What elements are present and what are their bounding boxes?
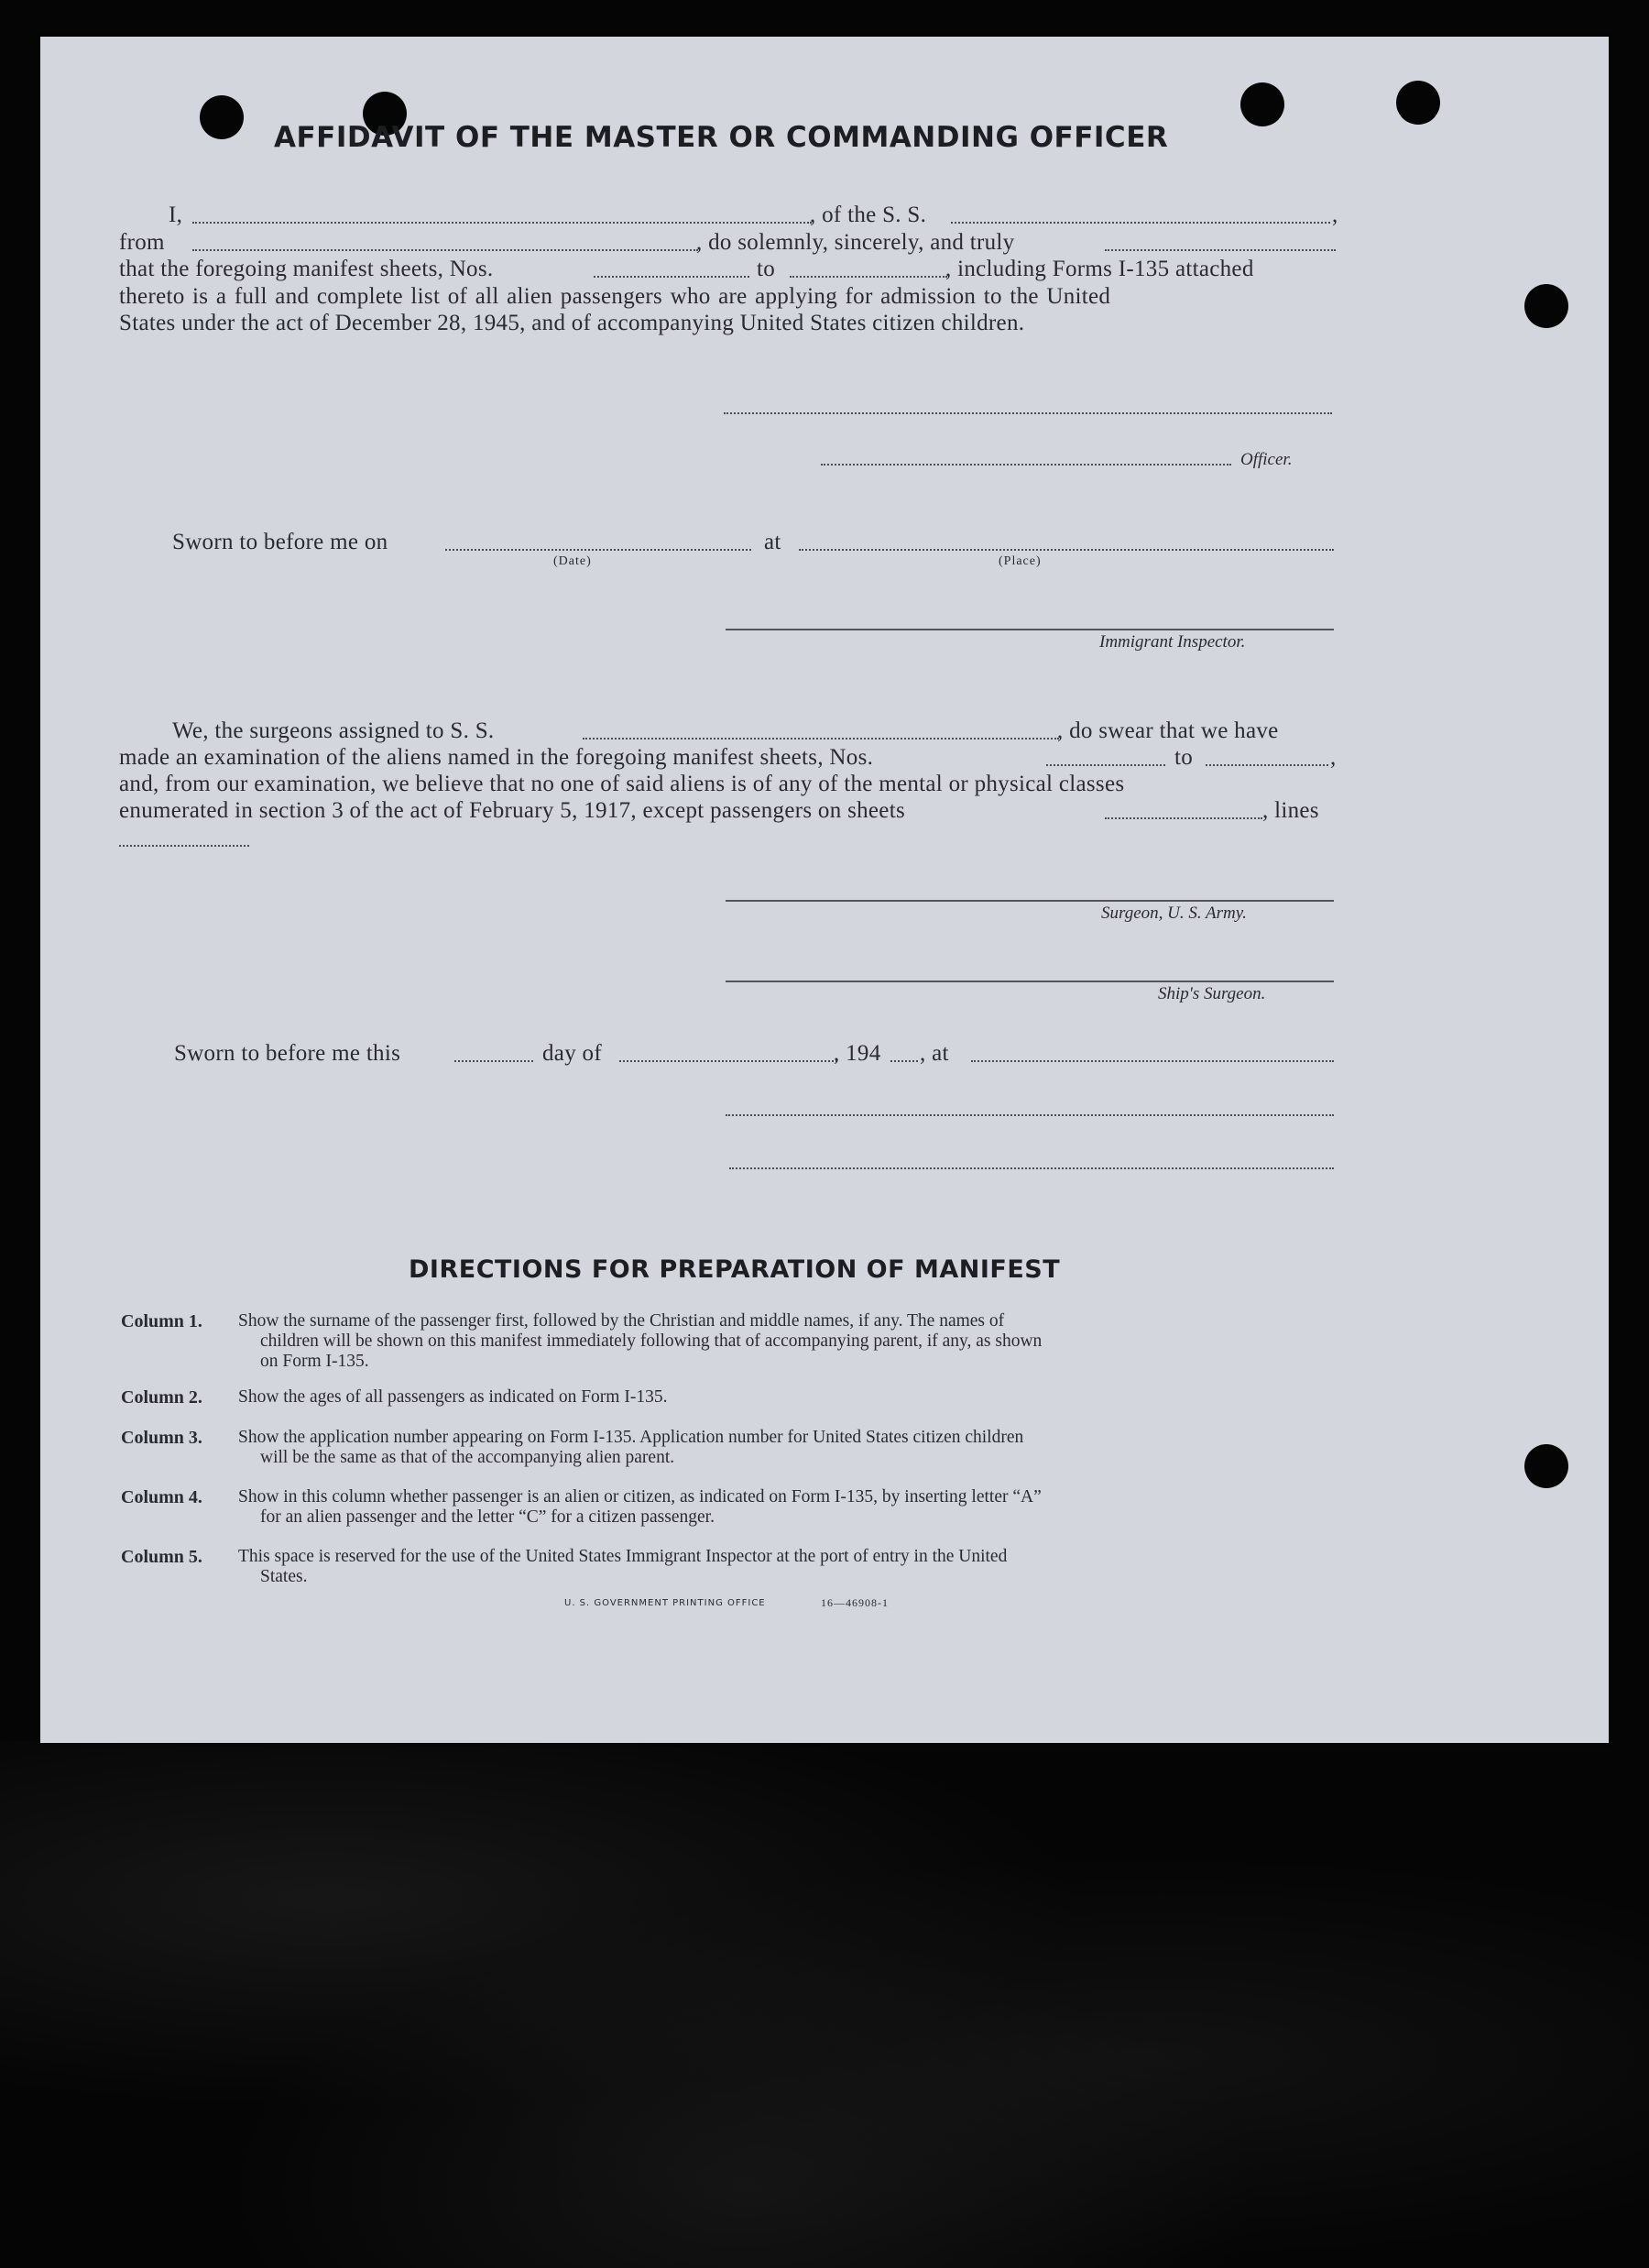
column-1-text-line3: on Form I-135. [260,1352,369,1371]
inspector-signature-field[interactable] [726,629,1334,630]
immigrant-inspector-label: Immigrant Inspector. [1099,632,1246,652]
sworn-date-field[interactable] [445,549,751,551]
army-surgeon-signature-field[interactable] [726,900,1334,902]
date-caption: (Date) [553,554,592,568]
column-3-text-line1: Show the application number appearing on Form I-135. Application number for United States citizen children [238,1428,1024,1447]
affidavit-line5: States under the act of December 28, 1945, and of accompanying United States citizen children. [119,311,1025,335]
printer-imprint: U. S. GOVERNMENT PRINTING OFFICE [564,1598,766,1608]
surgeons-sheet-to-field[interactable] [1206,764,1328,766]
affidavit-line4: thereto is a full and complete list of all alien passengers who are applying for admission to the United [119,284,1111,309]
sworn-month-field[interactable] [619,1060,837,1062]
sworn-place-field[interactable] [799,549,1334,551]
column-2-text [238,1387,1338,1408]
directions-title: DIRECTIONS FOR PREPARATION OF MANIFEST [409,1255,1061,1284]
affidavit-of-ss-label: , of the S. S. [810,203,927,227]
except-sheets-field[interactable] [1105,817,1262,819]
surgeons-line1-end: , do swear that we have [1057,718,1279,743]
punch-hole [1240,82,1284,126]
port-from-field[interactable] [192,249,698,251]
surgeons-to-label: to [1174,745,1194,770]
surgeons-line2-start: made an examination of the aliens named in the foregoing manifest sheets, Nos. [119,745,874,770]
affidavit-line3-start: that the foregoing manifest sheets, Nos. [119,257,494,281]
column-2-label: Column 2. [121,1387,202,1408]
column-5-text [238,1547,1338,1587]
affidavit-line2-tail-field[interactable] [1105,249,1336,251]
ship-surgeon-signature-field[interactable] [726,981,1334,982]
column-3-label: Column 3. [121,1428,202,1448]
column-2-text-line1: Show the ages of all passengers as indicated on Form I-135. [238,1387,668,1407]
column-1-label: Column 1. [121,1311,202,1331]
column-3-text [238,1428,1338,1468]
sworn-year-label: , 194 [834,1041,881,1066]
officer-title-field[interactable] [821,464,1231,466]
surgeons-ship-field[interactable] [583,738,1059,740]
master-signature-field[interactable] [724,412,1332,414]
manifest-form-page [40,37,1609,1743]
sworn-day-of-label: day of [542,1041,602,1066]
affidavit-i-label: I, [169,203,183,227]
affidavit-to-label: to [757,257,776,281]
surgeons-line4-end: , lines [1262,798,1319,823]
sheet-from-field[interactable] [594,276,749,278]
sworn-before-label: Sworn to before me on [172,530,388,554]
surgeons-line4-start: enumerated in section 3 of the act of February 5, 1917, except passengers on sheets [119,798,905,823]
except-lines-field[interactable] [119,845,249,847]
sworn-title-field[interactable] [729,1167,1334,1169]
punch-hole [1396,81,1440,125]
sworn-signature-field[interactable] [726,1114,1334,1116]
ship-name-field[interactable] [951,222,1330,224]
affidavit-title: AFFIDAVIT OF THE MASTER OR COMMANDING OFFICER [274,121,1169,154]
sworn-day-field[interactable] [454,1060,533,1062]
sworn-at2-field[interactable] [971,1060,1334,1062]
scan-background [0,1741,1649,2268]
army-surgeon-label: Surgeon, U. S. Army. [1101,904,1247,923]
surgeons-line2-end: , [1330,745,1337,770]
affidavit-line3-end: , including Forms I-135 attached [945,257,1254,281]
column-4-label: Column 4. [121,1487,202,1507]
affidavit-from-label: from [119,230,165,255]
sworn-at2-label: , at [920,1041,949,1066]
punch-hole [1524,284,1568,328]
sworn-at-label: at [764,530,781,554]
place-caption: (Place) [999,554,1042,568]
surgeons-sheet-from-field[interactable] [1046,764,1165,766]
column-4-text-line2: for an alien passenger and the letter “C” for a citizen passenger. [260,1507,715,1527]
column-3-text-line2: will be the same as that of the accompanying alien parent. [260,1448,675,1467]
sworn-year-field[interactable] [890,1060,918,1062]
ship-surgeon-label: Ship's Surgeon. [1158,984,1266,1003]
sworn-this-label: Sworn to before me this [174,1041,401,1066]
column-4-text-line1: Show in this column whether passenger is an alien or citizen, as indicated on Form I-135, by inserting letter “A” [238,1487,1042,1507]
column-5-text-line2: States. [260,1567,308,1586]
sheet-to-field[interactable] [790,276,947,278]
surgeons-line3: and, from our examination, we believe that no one of said aliens is of any of the mental or physical classes [119,772,1125,796]
master-name-field[interactable] [192,222,812,224]
form-number: 16—46908-1 [821,1596,889,1609]
column-4-text [238,1487,1338,1528]
column-1-text-line1: Show the surname of the passenger first, followed by the Christian and middle names, if any. The names of [238,1311,1005,1331]
column-5-label: Column 5. [121,1547,202,1567]
column-1-text [238,1311,1338,1372]
column-1-text-line2: children will be shown on this manifest immediately following that of accompanying parent, if any, as shown [260,1331,1043,1351]
officer-label: Officer. [1240,450,1293,469]
punch-hole [200,95,244,139]
affidavit-solemnly-label: , do solemnly, sincerely, and truly [696,230,1015,255]
punch-hole [1524,1444,1568,1488]
surgeons-line1-start: We, the surgeons assigned to S. S. [172,718,495,743]
affidavit-line1-end: , [1332,203,1338,227]
column-5-text-line1: This space is reserved for the use of the United States Immigrant Inspector at the port of entry in the United [238,1547,1008,1566]
